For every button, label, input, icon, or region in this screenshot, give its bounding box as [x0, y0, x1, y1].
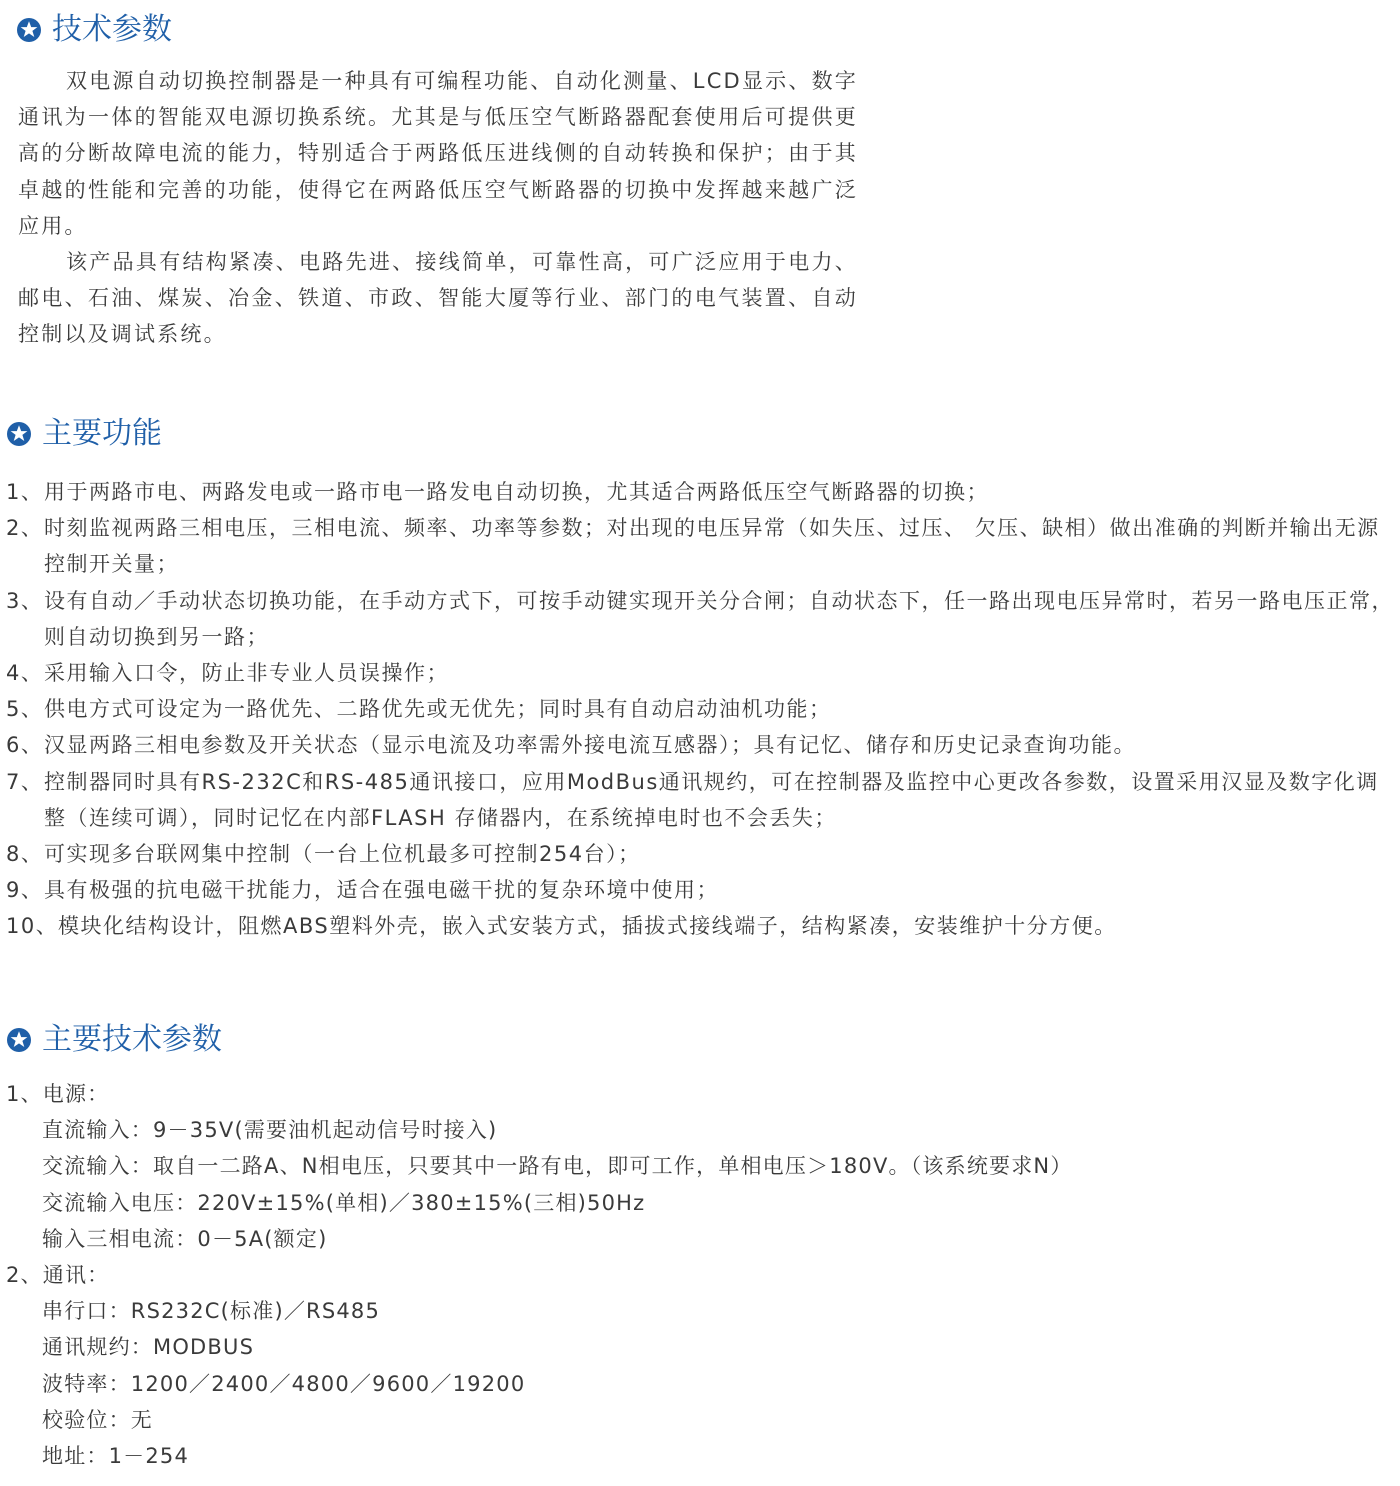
param-group-title: 2、通讯：: [6, 1263, 110, 1288]
list-item: [6, 510, 1398, 582]
list-item: [6, 474, 1398, 510]
param-item: 输入三相电流：0－5A(额定): [42, 1226, 328, 1251]
star-circle-icon: [6, 421, 32, 447]
section-title-params: [6, 1022, 222, 1058]
param-item: 波特率：1200／2400／4800／9600／19200: [42, 1371, 526, 1396]
item-number: 2、: [6, 516, 44, 541]
section-title-text: 主要功能: [42, 416, 162, 451]
list-item: [6, 872, 1398, 908]
param-item: 校验位：无: [42, 1407, 153, 1432]
param-group-title: 1、电源：: [6, 1082, 110, 1106]
param-item: 地址：1－254: [42, 1444, 190, 1469]
item-number: 7、: [6, 769, 44, 794]
item-text: 可实现多台联网集中控制（一台上位机最多可控制254台）；: [44, 842, 641, 867]
item-text: 用于两路市电、两路发电或一路市电一路发电自动切换，尤其适合两路低压空气断路器的切换；: [44, 480, 989, 504]
star-circle-icon: [16, 17, 42, 43]
item-text: 模块化结构设计，阻燃ABS塑料外壳，嵌入式安装方式，插拔式接线端子，结构紧凑，安装维护十分方便。: [58, 914, 1117, 939]
item-number: 10、: [6, 914, 59, 939]
section-title-tech: [16, 12, 172, 48]
list-item: [6, 691, 1398, 727]
feature-list: [6, 474, 1398, 945]
item-number: 3、: [6, 588, 44, 613]
item-number: 9、: [6, 878, 44, 903]
paragraph: 双电源自动切换控制器是一种具有可编程功能、自动化测量、LCD显示、数字通讯为一体的智能双电源切换系统。尤其是与低压空气断路器配套使用后可提供更高的分断故障电流的能力，特别适合于两路低压进线侧的自动转换和保护；由于其卓越的性能和完善的功能，使得它在两路低压空气断路器的切换中发挥越来越广泛应用。: [18, 69, 858, 238]
list-item: [6, 764, 1398, 836]
section-title-functions: [6, 416, 162, 452]
param-group-power: [6, 1076, 1206, 1257]
list-item: [6, 655, 1398, 691]
item-text: 时刻监视两路三相电压，三相电流、频率、功率等参数；对出现的电压异常（如失压、过压、 欠压、缺相）做出准确的判断并输出无源控制开关量；: [44, 516, 1380, 577]
item-number: 8、: [6, 842, 44, 867]
star-circle-icon: [6, 1027, 32, 1053]
param-item: 交流输入电压：220V±15%(单相)／380±15%(三相)50Hz: [42, 1190, 646, 1215]
item-text: 供电方式可设定为一路优先、二路优先或无优先；同时具有自动启动油机功能；: [44, 697, 832, 722]
item-text: 具有极强的抗电磁干扰能力，适合在强电磁干扰的复杂环境中使用；: [44, 878, 719, 903]
list-item: [6, 908, 1398, 944]
param-group-comm: [6, 1257, 1206, 1474]
param-item: 交流输入：取自一二路A、N相电压，只要其中一路有电，即可工作，单相电压＞180V。（该系统要求N）: [42, 1154, 1073, 1179]
item-number: 5、: [6, 697, 44, 722]
list-item: [6, 583, 1398, 655]
item-number: 4、: [6, 661, 44, 686]
param-item: 通讯规约：MODBUS: [42, 1335, 255, 1360]
section-title-text: 主要技术参数: [42, 1022, 222, 1057]
param-item: 直流输入：9－35V(需要油机起动信号时接入): [42, 1118, 498, 1143]
param-item: 串行口：RS232C(标准)／RS485: [42, 1299, 381, 1324]
paragraph: 该产品具有结构紧凑、电路先进、接线简单，可靠性高，可广泛应用于电力、邮电、石油、煤炭、冶金、铁道、市政、智能大厦等行业、部门的电气装置、自动控制以及调试系统。: [18, 250, 858, 347]
item-text: 设有自动／手动状态切换功能，在手动方式下，可按手动键实现开关分合闸；自动状态下，任一路出现电压异常时，若另一路电压正常，则自动切换到另一路；: [44, 588, 1394, 649]
item-text: 控制器同时具有RS-232C和RS-485通讯接口，应用ModBus通讯规约，可在控制器及监控中心更改各参数，设置采用汉显及数字化调整（连续可调），同时记忆在内部FLASH 存储器内，在系统掉电时也不会丢失；: [44, 769, 1379, 830]
item-text: 汉显两路三相电参数及开关状态（显示电流及功率需外接电流互感器）；具有记忆、储存和历史记录查询功能。: [44, 733, 1136, 758]
tech-description: [18, 63, 858, 353]
item-text: 采用输入口令，防止非专业人员误操作；: [44, 661, 449, 686]
item-number: 6、: [6, 733, 44, 758]
list-item: [6, 727, 1398, 763]
param-list: [6, 1076, 1206, 1474]
item-number: 1、: [6, 480, 44, 504]
list-item: [6, 836, 1398, 872]
section-title-text: 技术参数: [52, 12, 172, 47]
